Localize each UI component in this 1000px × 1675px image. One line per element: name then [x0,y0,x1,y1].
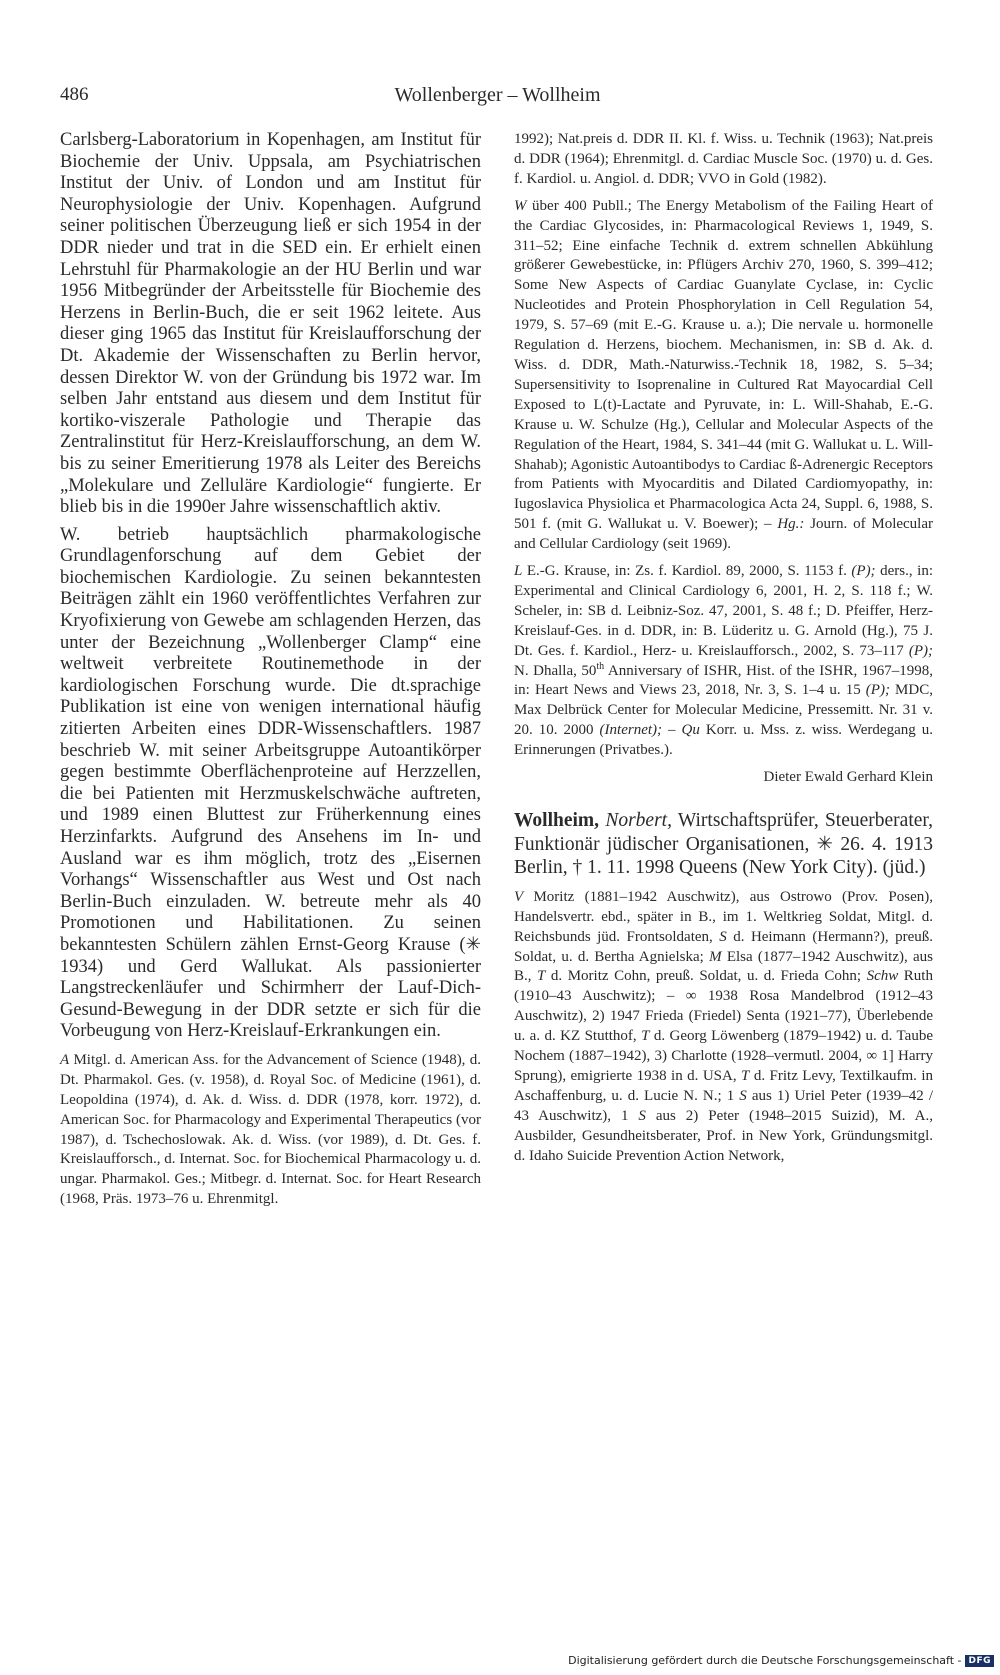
family-sigil: T [537,968,546,985]
awards-continued: 1992); Nat.preis d. DDR II. Kl. f. Wiss. u. Technik (1963); Nat.preis d. DDR (1964); Ehrenmitgl. d. Cardiac Muscle Soc. (1970) u. d. Ges. f. Kardiol. u. Angiol. d. DDR; VVO in Gold (1982). [514,131,933,187]
family-sigil: S [739,1087,747,1104]
entry-description: Wirtschaftsprüfer, Steuerberater, Funktionär jüdischer Organisationen, ✳ 26. 4. 1913 Berlin, † 1. 11. 1998 Queens (New York City). (jüd.) [514,810,933,879]
literature-paragraph [514,562,933,761]
family-sigil: T [741,1067,750,1084]
awards-text: Mitgl. d. American Ass. for the Advancement of Science (1948), d. Dt. Pharmakol. Ges. (v. 1958), d. Royal Soc. of Medicine (1961), d. Leopoldina (1974), d. Ak. d. Wiss. d. DDR (1978, korr. 1972), d. American Soc. for Pharmacology and Experimental Therapeutics (vor 1987), d. Tschechoslowak. Ak. d. Wiss. (vor 1989), d. Dt. Ges. f. Kreislaufforsch., d. Internat. Soc. for Biochemical Pharmacology u. d. ungar. Pharmakol. Ges.; Mitbegr. d. Internat. Soc. for Heart Research (1968, Präs. 1973–76 u. Ehrenmitgl. [60,1051,481,1208]
works-text: über 400 Publl.; The Energy Metabolism of the Failing Heart of the Cardiac Glycosides, in: Pharmacological Reviews 1, 1949, S. 311–52; Eine einfache Technik d. extrem schnellen Abkühlung größerer Gewebestücke, in: Pflügers Archiv 270, 1960, S. 399–412; Some New Aspects of Cardiac Guanylate Cyclase, in: Cyclic Nucleotides and Protein Phosphorylation in Cell Regulation 54, 1979, S. 57–69 (mit E.-G. Krause u. a.); Die nervale u. hormonelle Regulation d. Herzens, biochem. Mechanismen, in: SB d. Ak. d. Wiss. d. DDR, Math.-Naturwiss.-Technik 18, 1982, S. 5–34; Supersensitivity to Isoprenaline in Cultured Rat Mayocardial Cell Exposed to L(t)-Lactate and Pyruvate, in: L. Will-Shahab, E.-G. Krause u. W. Schulze (Hg.), Cellular and Molecular Aspects of the Regulation of the Heart, 1984, S. 341–44 (mit G. Wallukat u. L. Will-Shahab); Agonistic Autoantibodys to Cardiac ß-Adrenergic Receptors from Patients with Myocarditis and Dilated Cardiomyopathy, in: Iugoslavica Physiolica et Pharmacologica Acta 24, Suppl. 6, 1988, S. 501 f. (mit G. Wallukat u. V. Boewer); – [514,197,933,533]
works-text-end: Journ. of Molecular and Cellular Cardiology (seit 1969). [514,516,933,553]
family-sigil: M [709,948,722,965]
literature-text: – [662,722,682,739]
section-sigil-l: L [514,563,523,580]
author-signature: Dieter Ewald Gerhard Klein [763,769,933,786]
entry-heading-wollheim [514,809,933,880]
family-paragraph [514,888,933,1167]
digitization-credit [568,1654,994,1667]
section-sigil-w: W [514,197,527,214]
literature-text: ders., in: Experimental and Clinical Cardiology 6, 2001, H. 2, S. 118 f.; W. Scheler, in: SB d. Leibniz-Soz. 47, 2001, S. 48 f.; D. Pfeiffer, Herz-Kreislauf-Ges. in d. DDR, in: B. Lüderitz u. G. Arnold (Hg.), 75 J. Dt. Ges. f. Kardiol., Herz- u. Kreislaufforsch., 2002, S. 73–117 [514,563,933,659]
literature-text: Anniversary of ISHR, Hist. of the ISHR, 1967–1998, in: Heart News and Views 23, 2018, Nr. 3, S. 1–4 u. 15 [514,662,933,699]
running-head: Wollenberger – Wollheim [394,84,601,106]
family-text: d. Fritz Levy, Textilkaufm. in Aschaffenburg, u. d. Lucie N. N.; 1 [514,1067,934,1104]
works-paragraph [514,197,933,555]
right-column [514,130,933,1166]
section-sigil-qu: Qu [681,722,700,739]
family-text: aus 1) Uriel Peter (1939–42 / 43 Auschwitz), 1 [514,1087,933,1124]
family-text: Elsa (1877–1942 Auschwitz), aus B., [514,948,934,985]
family-sigil: T [641,1028,650,1045]
page-number: 486 [60,84,89,105]
dfg-logo: DFG [965,1655,994,1667]
family-sigil: S [638,1107,646,1124]
section-sigil-a: A [60,1051,70,1068]
works-editor-marker: Hg.: [777,516,805,533]
family-text: Moritz (1881–1942 Auschwitz), aus Ostrowo (Prov. Posen), Handelsvertr. ebd., später in B., im 1. Weltkrieg Soldat, Mitgl. d. Reichsbunds jüd. Frontsoldaten, [514,888,933,945]
family-text: d. Moritz Cohn, preuß. Soldat, u. d. Frieda Cohn; [545,968,867,985]
portrait-marker: (P); [865,682,890,699]
literature-text: MDC, Max Delbrück Center for Molecular Medicine, Pressemitt. Nr. 31 v. 20. 10. 2000 [514,682,933,739]
internet-marker: (Internet); [599,722,663,739]
family-text: Ruth (1910–43 Auschwitz); – ∞ 1938 Rosa Mandelbrod (1912–43 Auschwitz), 2) 1947 Frieda (Friedel) Senta (1921–77), Überlebende u. a. d. KZ Stutthof, [514,968,933,1045]
literature-text: E.-G. Krause, in: Zs. f. Kardiol. 89, 2000, S. 1153 f. [522,563,852,580]
body-paragraph-career: Carlsberg-Laboratorium in Kopenhagen, am Institut für Biochemie der Univ. Uppsala, am Psychiatrischen Institut der Univ. of London und am Institut für Neurophysiologie der Univ. Kopenhagen. Aufgrund seiner politischen Überzeugung ließ er sich 1954 in der DDR nieder und trat in die SED ein. Er erhielt einen Lehrstuhl für Pharmakologie an der HU Berlin und war 1956 Mitbegründer der Arbeitsstelle für Biochemie des Herzens in Berlin-Buch, die er seit 1962 leitete. Aus dieser ging 1965 das Institut für Kreislaufforschung der Dt. Akademie der Wissenschaften zu Berlin hervor, dessen Direktor W. von der Gründung bis 1972 war. Im selben Jahr entstand aus diesem und dem Institut für kortiko-viszerale Pathologie und Therapie das Zentralinstitut für Herz-Kreislaufforschung, an dem W. bis zu seiner Emeritierung 1978 als Leiter des Bereichs „Molekulare und Zelluläre Kardiologie“ fungierte. Er blieb bis in die 1990er Jahre wissenschaftlich aktiv. [60,130,481,518]
entry-firstname: Norbert, [599,810,672,831]
body-paragraph-research: W. betrieb hauptsächlich pharmakologische Grundlagenforschung auf dem Gebiet der biochemischen Kardiologie. Zu seinen bekanntesten Beiträgen zählt ein 1960 veröffentlichtes Verfahren zur Kryofixierung von Gewebe am schlagenden Herzen, das unter der Bezeichnung „Wollenberger Clamp“ eine weltweit verbreitete Routinemethode in der kardiologischen Forschung wurde. Die dt.sprachige Publikation ist eine von wenigen international häufig zitierten Arbeiten eines DDR-Wissenschaftlers. 1987 beschrieb W. mit seiner Arbeitsgruppe Autoantikörper gegen bestimmte Oberflächenproteine auf Herzzellen, die bei Patienten mit Herzmuskelschwäche auftreten, und 1989 einen Bluttest zur Früherkennung eines Herzinfarkts. Aufgrund des Ansehens im In- und Ausland war es ihm möglich, trotz des „Eisernen Vorhangs“ Wissenschaftler aus West und Ost nach Berlin-Buch einzuladen. W. betreute mehr als 40 Promotionen und Habilitationen. Zu seinen bekanntesten Schülern zählen Ernst-Georg Krause (✳ 1934) und Gerd Wallukat. Als passionierter Langstreckenläufer und Schirmherr der Lauf-Dich-Gesund-Bewegung in der DDR setzte er sich für die Vorbeugung von Herz-Kreislauf-Erkrankungen ein. [60,524,481,1042]
page-header [60,84,935,114]
family-text: d. Georg Löwenberg (1879–1942) u. d. Taube Nochem (1887–1942), 3) Charlotte (1928–vermutl. 2004, ∞ 1] Harry Sprung), emigrierte 1938 in d. USA, [514,1028,933,1084]
entry-surname: Wollheim, [514,810,600,831]
section-sigil-v: V [514,888,524,905]
family-sigil: Schw [866,968,899,985]
family-text: aus 2) Peter (1948–2015 Suizid), M. A., Ausbilder, Gesundheitsberater, Prof. in New York, Gründungsmitgl. d. Idaho Suicide Prevention Action Network, [514,1107,933,1164]
left-column [60,130,481,1210]
family-text: d. Heimann (Hermann?), preuß. Soldat, u. d. Bertha Agnielska; [514,928,933,965]
literature-text: Korr. u. Mss. z. wiss. Werdegang u. Erinnerungen (Privatbes.). [514,722,933,759]
family-sigil: S [719,928,727,945]
portrait-marker: (P); [908,642,933,659]
ordinal-superscript: th [596,660,605,672]
portrait-marker: (P); [851,563,876,580]
awards-paragraph [60,1051,481,1210]
credit-text: Digitalisierung gefördert durch die Deutsche Forschungsgemeinschaft - [568,1654,962,1667]
literature-text: N. Dhalla, 50 [514,662,597,679]
